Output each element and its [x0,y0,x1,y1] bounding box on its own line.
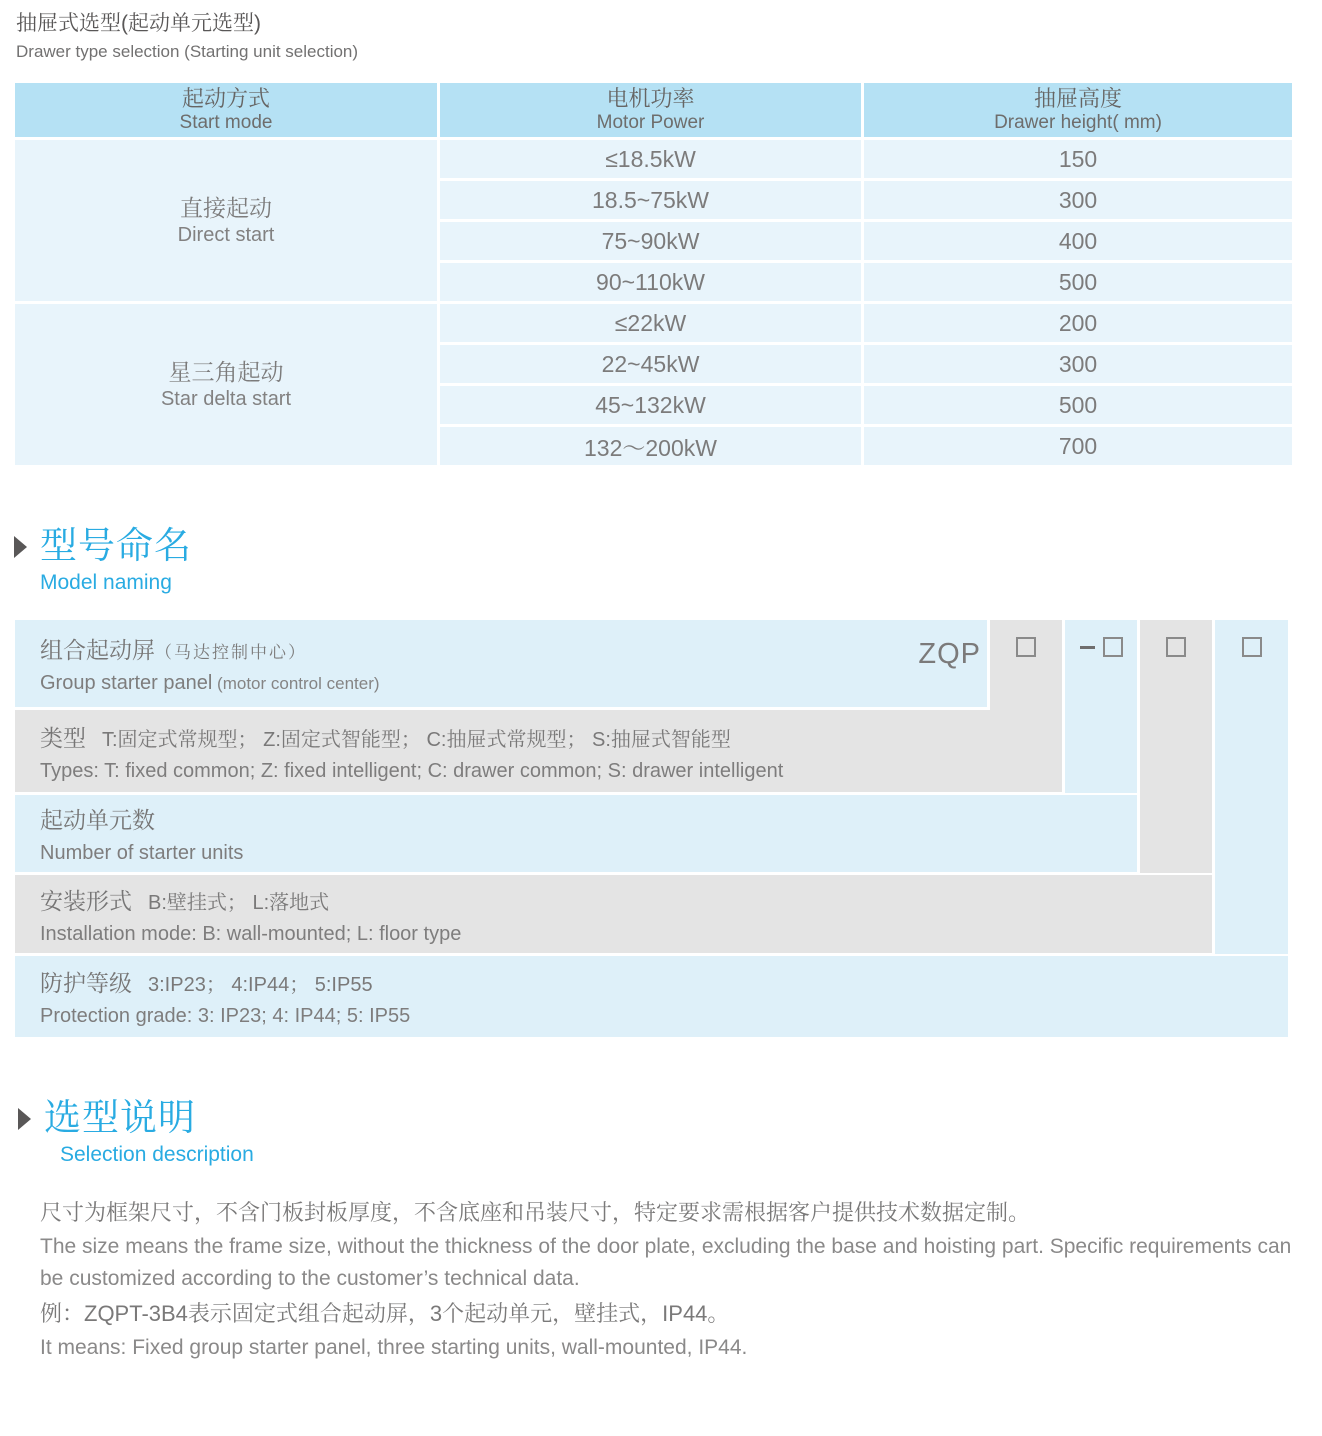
table-cell-height: 200 [864,304,1292,342]
row5-zh: 防护等级 [40,970,132,996]
arrow-right-icon [18,1108,31,1130]
code-strip-protection [1215,620,1288,954]
row4-zh-desc: B:壁挂式； L:落地式 [148,891,330,914]
section-selection-description-heading [18,1096,254,1168]
row3-en: Number of starter units [40,842,244,864]
table-cell-power: 18.5~75kW [440,181,861,219]
model-naming-diagram [15,620,1290,1038]
header-motor-power-en: Motor Power [596,112,705,133]
naming-row-group-starter-panel [15,620,987,707]
selection-title-en: Selection description [60,1143,254,1166]
header-motor-power-zh: 电机功率 [606,86,695,111]
table-cell-height: 700 [864,427,1292,465]
row2-zh-desc: T:固定式常规型； Z:固定式智能型； C:抽屉式常规型； S:抽屉式智能型 [102,728,731,751]
note-example-zh: 例：ZQPT-3B4表示固定式组合起动屏，3个起动单元，壁挂式，IP44。 [40,1301,730,1326]
row5-zh-desc: 3:IP23； 4:IP44； 5:IP55 [148,974,373,996]
model-naming-title-en: Model naming [40,571,172,594]
code-box-icon [1103,637,1123,657]
selection-description-text [40,1196,1292,1366]
table-cell-power: 22~45kW [440,345,861,383]
star-delta-start-zh: 星三角起动 [168,359,284,385]
table-cell-height: 300 [864,345,1292,383]
row3-zh: 起动单元数 [40,807,155,833]
row1-en-sub: (motor control center) [212,674,380,693]
dash-icon [1080,646,1095,649]
row2-en: Types: T: fixed common; Z: fixed intelligent; C: drawer common; S: drawer intelligent [40,759,784,782]
row4-zh: 安装形式 [40,887,132,914]
direct-start-zh: 直接起动 [180,195,272,221]
document-title-zh: 抽屉式选型(起动单元选型) [16,12,261,35]
document-title-en: Drawer type selection (Starting unit selection) [16,42,359,61]
arrow-right-icon [14,536,27,558]
header-start-mode-en: Start mode [179,112,273,133]
row5-en: Protection grade: 3: IP23; 4: IP44; 5: IP55 [40,1005,411,1027]
star-delta-start-en: Star delta start [160,388,292,410]
code-strip-installation [1140,620,1212,873]
note-example-en: It means: Fixed group starter panel, three starting units, wall-mounted, IP44. [40,1336,748,1359]
table-cell-height: 500 [864,386,1292,424]
table-cell-power: 45~132kW [440,386,861,424]
code-box-icon [1242,637,1262,657]
model-naming-title-zh: 型号命名 [40,525,192,566]
table-cell-power: ≤18.5kW [440,140,861,178]
row2-zh: 类型 [40,724,86,751]
row1-zh-sub: （马达控制中心） [155,643,307,662]
section-model-naming-heading [14,524,192,596]
code-strip-type [990,620,1062,712]
dash-and-box [1080,637,1123,657]
table-cell-power: 90~110kW [440,263,861,301]
table-header-drawer-height [864,83,1292,137]
table-cell-height: 400 [864,222,1292,260]
mode-cell-star-delta-start [15,304,437,465]
header-start-mode-zh: 起动方式 [181,86,270,111]
row1-zh: 组合起动屏 [40,637,155,663]
code-box-icon [1016,637,1036,657]
header-drawer-height-zh: 抽屉高度 [1033,86,1122,111]
table-cell-power: 75~90kW [440,222,861,260]
table-cell-height: 500 [864,263,1292,301]
code-box-icon [1166,637,1186,657]
row4-en: Installation mode: B: wall-mounted; L: floor type [40,922,462,945]
naming-row-protection [15,956,1288,1037]
table-header-start-mode [15,83,437,137]
naming-row-starter-units [15,795,1137,872]
model-code: ZQP [918,638,981,670]
table-header-motor-power [440,83,861,137]
direct-start-en: Direct start [177,224,275,246]
row1-en: Group starter panel [40,672,213,694]
naming-row-installation [15,875,1212,953]
header-drawer-height-en: Drawer height( mm) [994,112,1162,133]
code-strip-units [1065,620,1137,793]
table-cell-height: 300 [864,181,1292,219]
note-line-zh: 尺寸为框架尺寸，不含门板封板厚度，不含底座和吊装尺寸，特定要求需根据客户提供技术数据定制。 [40,1200,1031,1225]
table-cell-height: 150 [864,140,1292,178]
selection-title-zh: 选型说明 [44,1097,196,1138]
naming-row-types [15,710,1062,792]
mode-cell-direct-start [15,140,437,301]
table-cell-power: 132～200kW [440,427,861,465]
note-line-en: The size means the frame size, without the thickness of the door plate, excluding the base and hoisting part. Specific requirements can be customized according to the customer’s technical data. [40,1235,1292,1290]
table-cell-power: ≤22kW [440,304,861,342]
drawer-selection-table [15,83,1292,465]
document-title [16,10,358,64]
